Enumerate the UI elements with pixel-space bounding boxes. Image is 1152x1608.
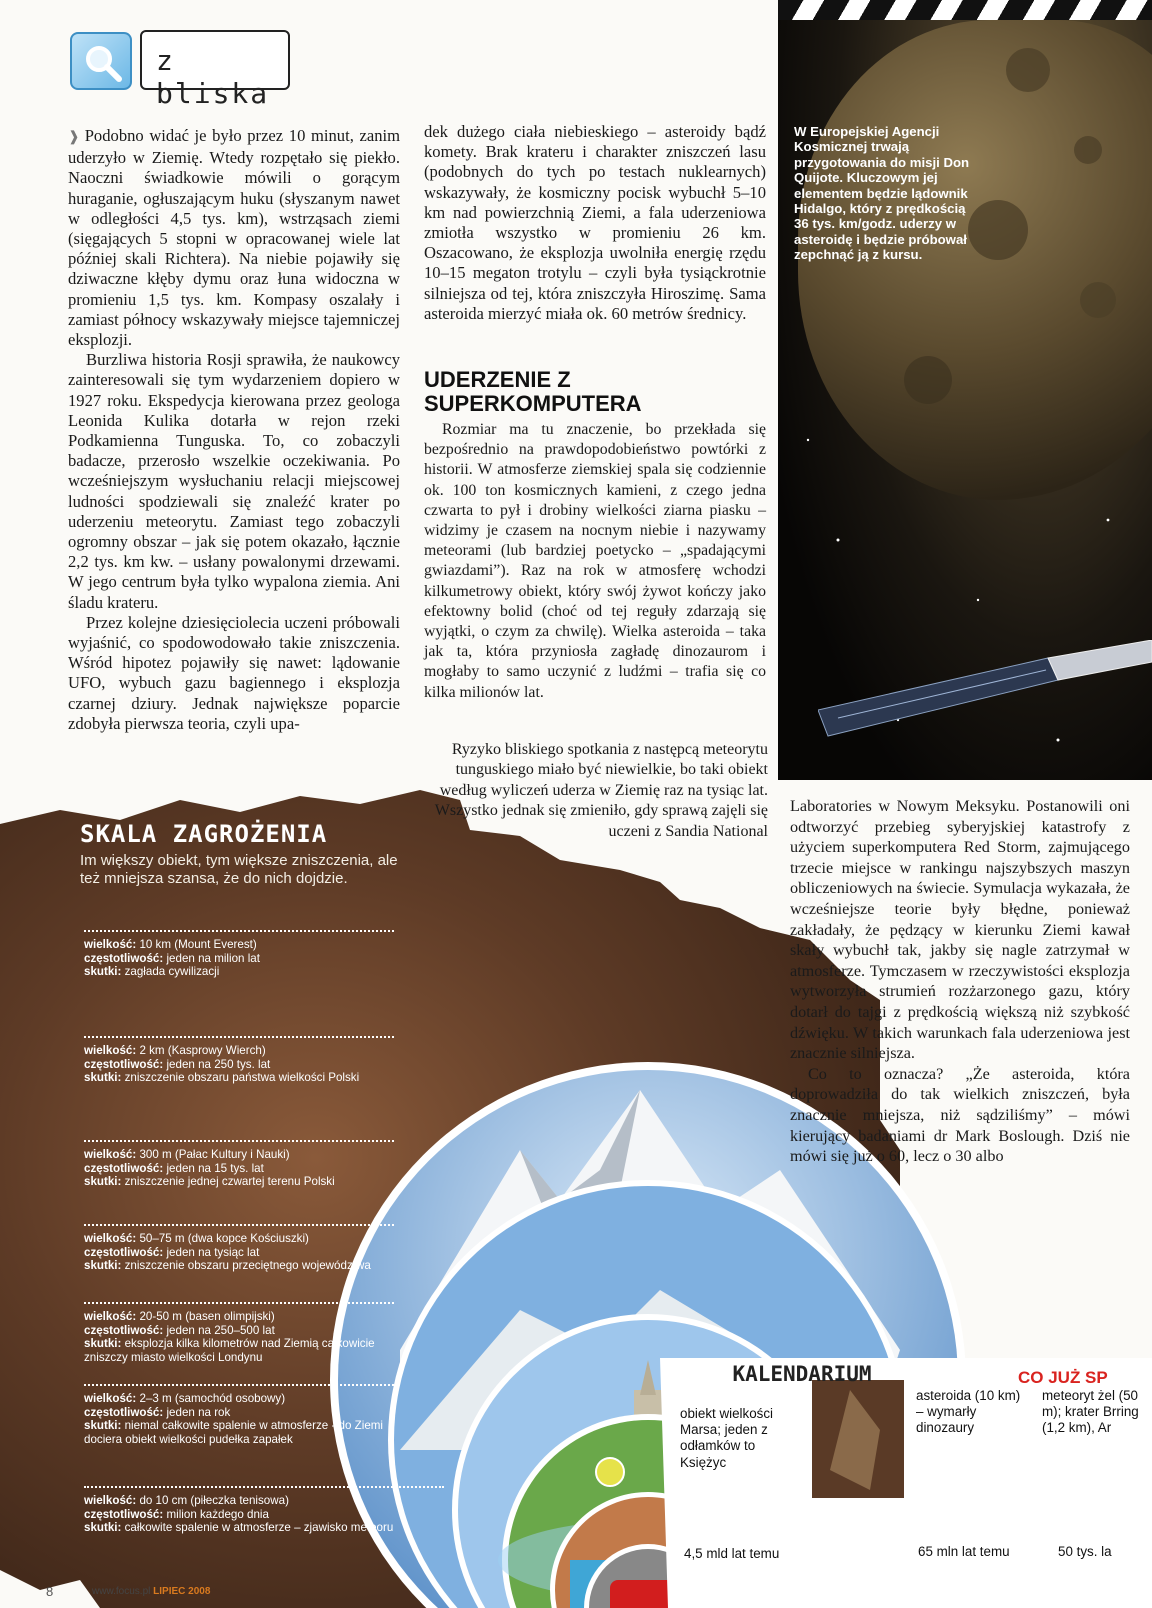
scale-entry: wielkość: 2–3 m (samochód osobowy) częstotliwość: jeden na rok skutki: niemal całkowite spalenie w atmosferze - do Ziemi dociera obiekt wielkości pudełka zapałek: [84, 1384, 394, 1446]
paragraph: ❱ Podobno widać je było przez 10 minut, zanim uderzyło w Ziemię. Wtedy rozpętało się piekło. Naoczni świadkowie mówili o gorącym huraganie, ogłuszającym huku (słyszanym nawet w odległości 4,5 tys. km), wstrząsach ziemi (sięgających 5 stopni w opracowanej wiele lat później skali Richtera). Na niebie pojawiły się dziwaczne kłęby dymu oraz łuna widoczna w promieniu 1,5 tys. km. Kompasy oszalały i zamiast północy wskazywały miejsce tajemniczej eksplozji.: [68, 126, 401, 350]
kalendarium-item: obiekt wielkości Marsa; jeden z odłamków to Księżyc: [680, 1406, 774, 1470]
scale-entry: wielkość: 50–75 m (dwa kopce Kościuszki) częstotliwość: jeden na tysiąc lat skutki: zniszczenie obszaru przeciętnego województwa: [84, 1224, 394, 1273]
section-title: z bliska: [156, 44, 270, 110]
kalendarium-date: 4,5 mld lat temu: [684, 1546, 780, 1561]
lead-arrow-icon: ❱: [68, 130, 85, 145]
scale-entry: wielkość: 300 m (Pałac Kultury i Nauki) częstotliwość: jeden na 15 tys. lat skutki: zniszczenie jednej czwartej terenu Polski: [84, 1140, 394, 1189]
footer: [92, 1586, 210, 1597]
paragraph: Laboratories w Nowym Meksyku. Postanowili oni odtworzyć przebieg syberyjskiej katastrofy z użyciem superkomputera Red Storm, zajmującego trzecie miejsce w rankingu najszybszych maszyn obliczeniowych na świecie. Symulacja wykazała, że wcześniejsze teorie były błędne, ponieważ zakładały, że pędzący w kierunku Ziemi kawał skały wybuchł tak, jakby się nagle zatrzymał w atmosferze. Tymczasem w rzeczywistości eksplozja wytworzyła strumień rozżarzonego gazu, który dotarł do tajgi z prędkością większą niż szybkość dźwięku. W takich warunkach fala uderzeniowa jest znacznie silniejsza.: [790, 797, 1130, 1063]
paragraph: Ryzyko bliskiego spotkania z następcą meteorytu tunguskiego miało być niewielkie, bo taki obiekt według wyliczeń uderza w Ziemię raz na tysiąc lat. Wszystko jednak się zmieniło, gdy sprawą zajęli się uczeni z Sandia National: [434, 741, 768, 840]
subheading: UDERZENIE Z SUPERKOMPUTERA: [424, 367, 642, 416]
footer-month: LIPIEC 2008: [153, 1586, 211, 1597]
article-column-2b: [424, 420, 766, 703]
paragraph: Burzliwa historia Rosji sprawiła, że naukowcy zainteresowali się tym wydarzeniem dopiero w 1927 roku. Ekspedycja kierowana przez geologa Leonida Kulika dotarła w rejon rzeki Podkamienna Tunguska. To, co zobaczyli badacze, przerosło wszelkie oczekiwania. Po wcześniejszym wysłuchaniu relacji miejscowej ludności spodziewali się znaleźć krater po uderzeniu meteorytu. Zamiast tego zobaczyli ogromny obszar – jak się potem okazało, łącznie 2,2 tys. km kw. – usłany powalonymi drzewami. W jego centrum była tylko wypalona ziemia. Ani śladu krateru.: [68, 350, 400, 612]
asteroid-photo: [778, 0, 1152, 780]
sidebar-heading: CO JUŻ SP: [1018, 1368, 1108, 1387]
kalendarium-title: KALENDARIUM: [732, 1362, 872, 1386]
scale-entry: wielkość: 10 km (Mount Everest) częstotliwość: jeden na milion lat skutki: zagłada cywilizacji: [84, 930, 394, 979]
photo-caption: W Europejskiej Agencji Kosmicznej trwają przygotowania do misji Don Quijote. Kluczowym jej elementem będzie lądownik Hidalgo, który z prędkością 36 tys. km/godz. uderzy w asteroidę i będzie próbował zepchnąć ją z kursu.: [794, 124, 970, 263]
kalendarium-item: meteoryt żel (50 m); krater Brring (1,2 km), Ar: [1042, 1388, 1139, 1436]
article-column-3: [790, 796, 1130, 1167]
scale-lead: Im większy obiekt, tym większe zniszczenia, ale też mniejsza szansa, że do nich dojdzie.: [80, 852, 398, 887]
scale-entry: wielkość: do 10 cm (piłeczka tenisowa) częstotliwość: milion każdego dnia skutki: całkowite spalenie w atmosferze – zjawisko meteoru: [84, 1486, 444, 1535]
article-column-2: [424, 122, 766, 324]
scale-title: SKALA ZAGROŻENIA: [80, 820, 328, 848]
magnifier-icon: [70, 32, 132, 90]
spacecraft-image: [818, 640, 1152, 750]
page-number: 8: [46, 1584, 54, 1599]
paragraph: dek dużego ciała niebieskiego – asteroidy bądź komety. Brak krateru i charakter zniszczeń lasu (podobnych do tych po testach nuklearnych) wskazywały, że kosmiczny pocisk wybuchł 5–10 km nad powierzchnią Ziemi, a fala uderzeniowa zmiotła wszystko w promieniu 26 km. Oszacowano, że eksplozja uwolniła energię rzędu 10–15 megaton trotylu – czyli była tysiąckrotnie silniejsza od tej, która zniszczyła Hiroszimę. Sama asteroida mierzyć miała ok. 60 metrów średnicy.: [424, 122, 766, 323]
kalendarium-item: asteroida (10 km) – wymarły dinozaury: [916, 1388, 1021, 1436]
article-column-1: [68, 126, 400, 734]
kalendarium-date: 50 tys. la: [1058, 1544, 1112, 1559]
scale-entry: wielkość: 2 km (Kasprowy Wierch) częstotliwość: jeden na 250 tys. lat skutki: zniszczenie obszaru państwa wielkości Polski: [84, 1036, 394, 1085]
kalendarium-date: 65 mln lat temu: [918, 1544, 1010, 1559]
section-label: [140, 30, 290, 110]
paragraph: Przez kolejne dziesięciolecia uczeni próbowali wyjaśnić, co spodowodowało takie zniszczenia. Wśród hipotez pojawiły się nawet: lądowanie UFO, wybuch gazu bagiennego i eksplozja czarnej dziury. Jednak największe poparcie zdobyła pierwsza teoria, czyli upa-: [68, 612, 400, 733]
paragraph: Co to oznacza? „Że asteroida, która doprowadziła do tak wielkich zniszczeń, była znacznie mniejsza, niż sądziliśmy” – mówi kierujący badaniami dr Mark Boslough. Dziś nie mówi się już o 60, lecz o 30 albo: [790, 1064, 1130, 1166]
scale-entry: wielkość: 20-50 m (basen olimpijski) częstotliwość: jeden na 250–500 lat skutki: eksplozja kilka kilometrów nad Ziemią całkowicie zniszczy miasto wielkości Londynu: [84, 1302, 394, 1364]
paragraph: Rozmiar ma tu znaczenie, bo przekłada się bezpośrednio na prawdopodobieństwo powtórki z historii. W atmosferze ziemskiej spala się codziennie ok. 100 ton kosmicznych kamieni, z czego jedna czwarta to pył i drobiny wielkości ziarna piasku – widzimy je czasem na nocnym niebie i nazywamy meteorami (lub bardziej poetycko – „spadającymi gwiazdami”). Raz na rok w atmosferę wchodzi kilkumetrowy obiekt, który swój żywot kończy jako efektowny bolid (choć od tej reguły zdarzają się wyjątki, o czym za chwilę). Wielka asteroida – taka jak ta, która przyniosła zagładę dinozaurom i mogłaby to samo uczynić z ludźmi – trafia się co kilka milionów lat.: [424, 421, 766, 701]
article-column-2c: [430, 740, 768, 842]
footer-site: www.focus.pl: [92, 1586, 151, 1597]
